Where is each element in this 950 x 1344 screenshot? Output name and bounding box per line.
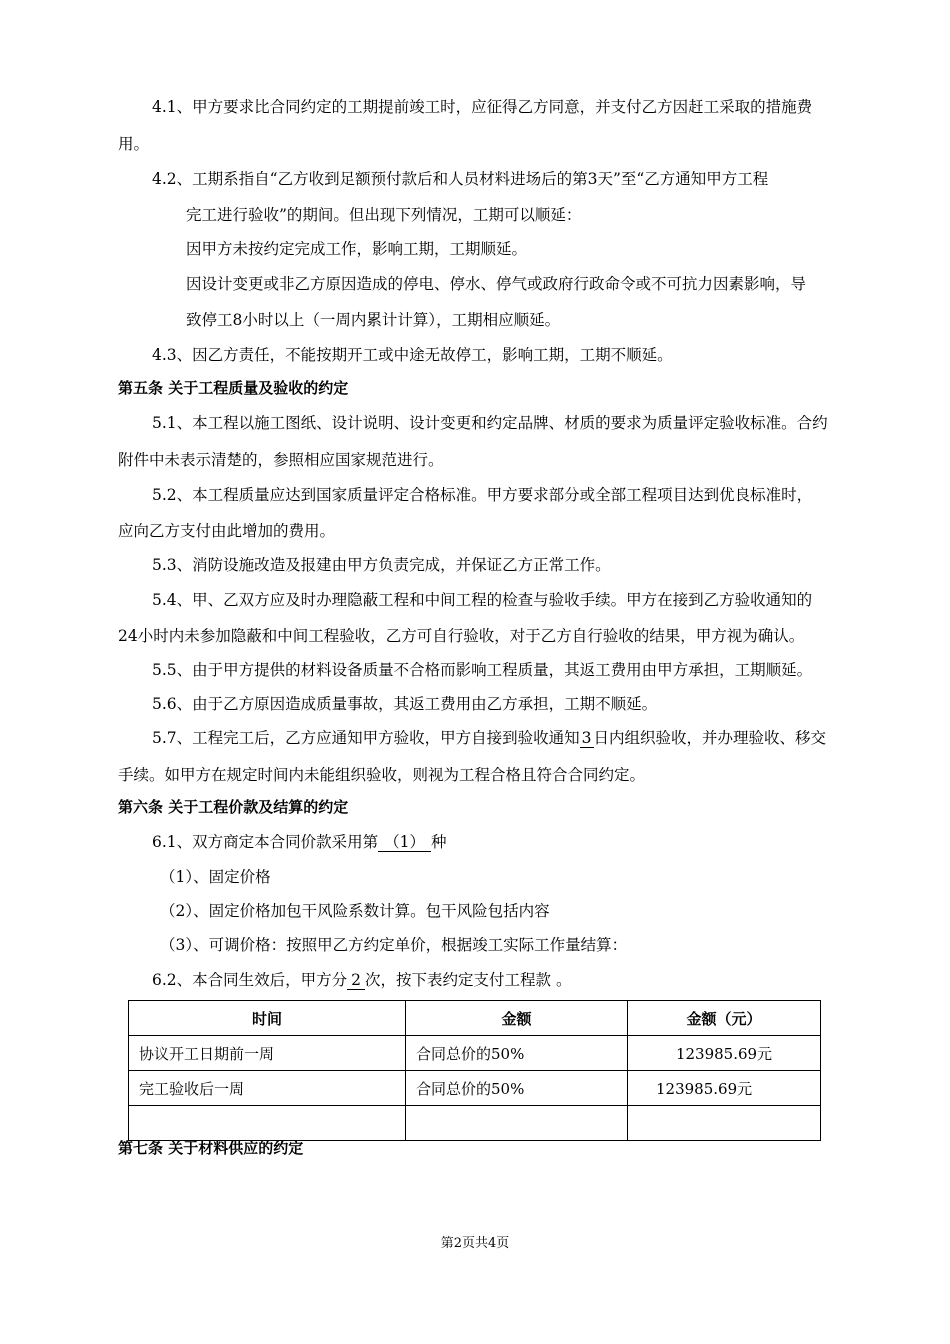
article-7-heading: 第七条 关于材料供应的约定 [118, 1139, 304, 1157]
payment-schedule-table [128, 1000, 821, 1141]
clause-5-2-line2: 应向乙方支付由此增加的费用。 [118, 522, 336, 540]
table-cell: 协议开工日期前一周 [129, 1036, 406, 1071]
table-cell [129, 1106, 406, 1141]
price-method-choice-field: （1） [378, 833, 431, 852]
table-cell: 123985.69元 [628, 1036, 821, 1071]
clause-5-7-text-b: 日内组织验收，并办理验收、移交 [593, 729, 827, 747]
page-number-footer: 第2页共4页 [440, 1236, 510, 1251]
clause-4-2-item1: 因甲方未按约定完成工作，影响工期，工期顺延。 [186, 240, 528, 258]
article-5-heading: 第五条 关于工程质量及验收的约定 [118, 379, 349, 397]
price-option-2: （2）、固定价格加包干风险系数计算。包干风险包括内容 [160, 902, 550, 920]
clause-4-1-line1: 4.1、甲方要求比合同约定的工期提前竣工时，应征得乙方同意，并支付乙方因赶工采取的措施费 [152, 98, 813, 116]
price-option-1: （1）、固定价格 [160, 868, 271, 886]
clause-6-2-text-a: 6.2、本合同生效后，甲方分 [152, 971, 348, 989]
clause-5-6: 5.6、由于乙方原因造成质量事故，其返工费用由乙方承担，工期不顺延。 [152, 695, 658, 713]
clause-6-1-text-a: 6.1、双方商定本合同价款采用第 [152, 833, 379, 851]
clause-5-5: 5.5、由于甲方提供的材料设备质量不合格而影响工程质量，其返工费用由甲方承担，工期顺延。 [152, 661, 813, 679]
payment-times-field: 2 [347, 971, 365, 990]
table-cell [406, 1106, 628, 1141]
clause-5-4-line2: 24小时内未参加隐蔽和中间工程验收，乙方可自行验收，对于乙方自行验收的结果，甲方视为确认。 [118, 627, 805, 645]
table-cell: 完工验收后一周 [129, 1071, 406, 1106]
clause-5-4-line1: 5.4、甲、乙双方应及时办理隐蔽工程和中间工程的检查与验收手续。甲方在接到乙方验收通知的 [152, 591, 813, 609]
clause-4-2-item2-line1: 因设计变更或非乙方原因造成的停电、停水、停气或政府行政命令或不可抗力因素影响，导 [186, 275, 807, 293]
table-cell: 123985.69元 [628, 1071, 821, 1106]
table-row [129, 1071, 821, 1106]
table-header-amount: 金额 [406, 1001, 628, 1036]
table-header-amount-yuan: 金额（元） [628, 1001, 821, 1036]
clause-6-1 [152, 832, 447, 852]
clause-5-2-line1: 5.2、本工程质量应达到国家质量评定合格标准。甲方要求部分或全部工程项目达到优良标准时， [152, 486, 813, 504]
clause-5-7-text-a: 5.7、工程完工后，乙方应通知甲方验收，甲方自接到验收通知 [152, 729, 580, 747]
table-cell: 合同总价的50% [406, 1071, 628, 1106]
clause-5-7-line2: 手续。如甲方在规定时间内未能组织验收，则视为工程合格且符合合同约定。 [118, 766, 646, 784]
article-6-heading: 第六条 关于工程价款及结算的约定 [118, 798, 349, 816]
clause-6-1-text-b: 种 [431, 833, 447, 851]
table-row [129, 1036, 821, 1071]
clause-4-3: 4.3、因乙方责任，不能按期开工或中途无故停工，影响工期，工期不顺延。 [152, 346, 673, 364]
clause-6-2 [152, 970, 571, 990]
clause-4-2-line2: 完工进行验收”的期间。但出现下列情况，工期可以顺延： [186, 206, 582, 224]
clause-6-2-text-b: 次，按下表约定支付工程款 。 [365, 971, 572, 989]
clause-5-1-line1: 5.1、本工程以施工图纸、设计说明、设计变更和约定品牌、材质的要求为质量评定验收标准。合约 [152, 414, 828, 432]
clause-4-2-item2-line2: 致停工8小时以上（一周内累计计算），工期相应顺延。 [186, 311, 561, 329]
clause-5-3: 5.3、消防设施改造及报建由甲方负责完成，并保证乙方正常工作。 [152, 556, 611, 574]
clause-5-7-line1 [152, 728, 826, 748]
clause-4-2-line1: 4.2、工期系指自“乙方收到足额预付款后和人员材料进场后的第3天”至“乙方通知甲方工程 [152, 170, 769, 188]
table-cell [628, 1106, 821, 1141]
clause-5-1-line2: 附件中未表示清楚的，参照相应国家规范进行。 [118, 451, 444, 469]
table-header-time: 时间 [129, 1001, 406, 1036]
acceptance-days-field: 3 [581, 729, 592, 747]
table-header-row [129, 1001, 821, 1036]
clause-4-1-line2: 用。 [118, 135, 150, 153]
table-row [129, 1106, 821, 1141]
price-option-3: （3）、可调价格：按照甲乙方约定单价，根据竣工实际工作量结算： [160, 936, 628, 954]
table-cell: 合同总价的50% [406, 1036, 628, 1071]
